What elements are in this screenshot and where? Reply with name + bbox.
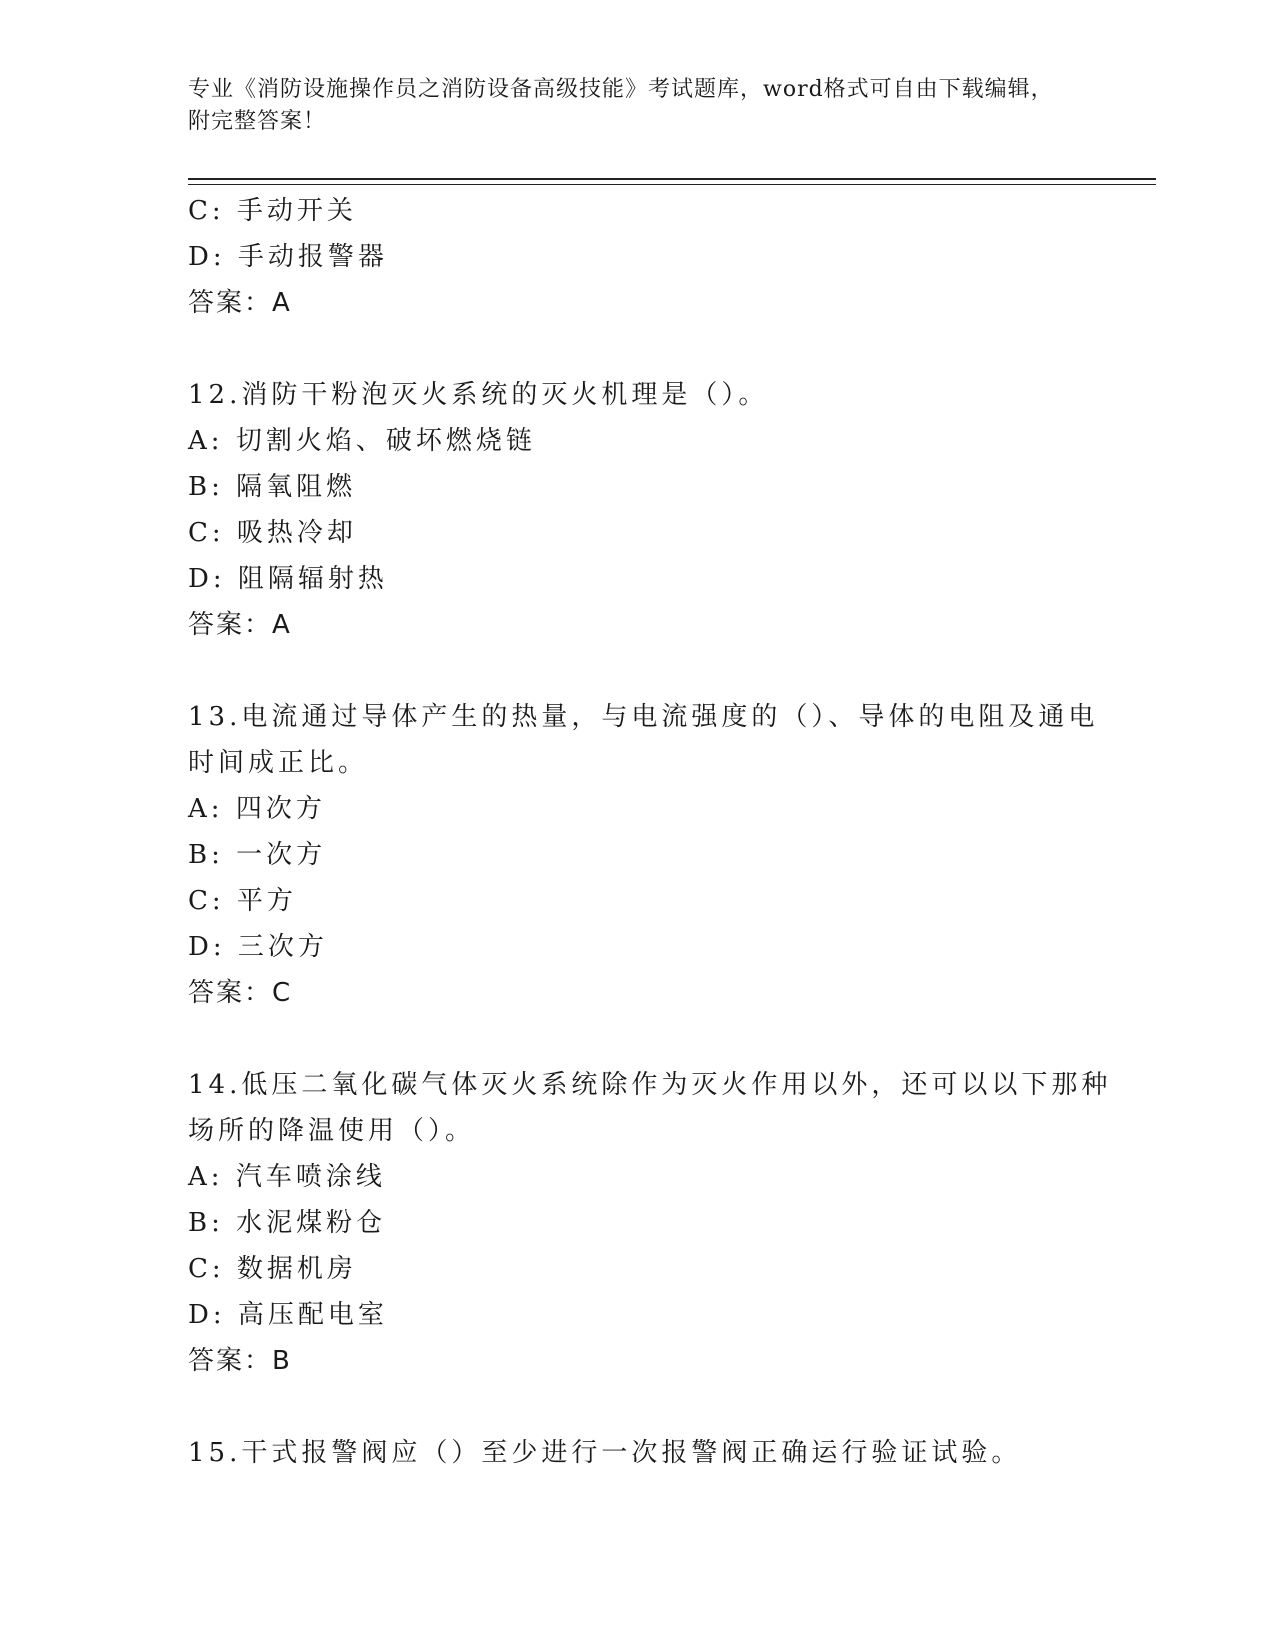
option-text: 三次方: [237, 932, 328, 962]
answer-label: 答案：: [188, 610, 273, 640]
question-stem-line-1: [188, 694, 1099, 740]
option-d: [188, 234, 1088, 280]
option-text: 手动报警器: [237, 242, 388, 272]
answer-line: [188, 1338, 1088, 1384]
option-b: [188, 464, 1088, 510]
option-a: [188, 786, 1088, 832]
question-text: 电流通过导体产生的热量，与电流强度的（）、导体的电阻及通电: [241, 702, 1099, 732]
answer-value: A: [272, 610, 292, 640]
question-stem-line-1: [188, 1062, 1112, 1108]
question-number: 14.: [188, 1070, 242, 1100]
option-text: 高压配电室: [237, 1300, 388, 1330]
answer-value: A: [272, 288, 292, 318]
option-c: [188, 510, 1088, 556]
option-text: 阻隔辐射热: [237, 564, 388, 594]
option-text: 数据机房: [236, 1254, 357, 1284]
option-c: [188, 1246, 1088, 1292]
page-header: 专业《消防设施操作员之消防设备高级技能》考试题库，word格式可自由下载编辑，附完整答案！: [188, 77, 1054, 134]
question-stem-line-2: 场所的降温使用（）。: [188, 1116, 476, 1146]
option-label: B:: [188, 1208, 224, 1238]
question-14: [188, 1062, 1112, 1384]
answer-line: [188, 280, 1088, 326]
option-a: [188, 418, 1088, 464]
option-text: 水泥煤粉仓: [236, 1208, 387, 1238]
question-text: 干式报警阀应（）至少进行一次报警阀正确运行验证试验。: [241, 1438, 1022, 1468]
option-text: 汽车喷涂线: [235, 1162, 386, 1192]
option-b: [188, 832, 1088, 878]
option-label: D:: [188, 564, 226, 594]
spacer: [188, 648, 1088, 694]
question-number: 15.: [188, 1438, 242, 1468]
option-label: B:: [188, 840, 224, 870]
option-c: [188, 188, 1088, 234]
header-rule-thick: [188, 178, 1156, 180]
option-label: A:: [188, 426, 224, 456]
question-text: 消防干粉泡灭火系统的灭火机理是（）。: [241, 380, 769, 410]
answer-line: [188, 970, 1088, 1016]
option-label: C:: [188, 196, 225, 226]
header-rule-thin: [188, 184, 1156, 185]
option-text: 隔氧阻燃: [236, 472, 357, 502]
option-label: A:: [188, 794, 224, 824]
option-label: C:: [188, 886, 225, 916]
option-label: B:: [188, 472, 224, 502]
option-d: [188, 924, 1088, 970]
option-label: C:: [188, 518, 225, 548]
question-text: 低压二氧化碳气体灭火系统除作为灭火作用以外，还可以以下那种: [241, 1070, 1112, 1100]
option-label: D:: [188, 1300, 226, 1330]
answer-value: B: [272, 1346, 292, 1376]
option-d: [188, 556, 1088, 602]
answer-value: C: [272, 978, 293, 1008]
question-stem-line-2: 时间成正比。: [188, 748, 369, 778]
option-d: [188, 1292, 1088, 1338]
option-text: 四次方: [235, 794, 326, 824]
option-label: A:: [188, 1162, 224, 1192]
option-a: [188, 1154, 1088, 1200]
option-text: 平方: [236, 886, 297, 916]
option-c: [188, 878, 1088, 924]
option-label: D:: [188, 242, 226, 272]
question-15: [188, 1430, 1088, 1476]
spacer: [188, 1016, 1088, 1062]
answer-line: [188, 602, 1088, 648]
option-b: [188, 1200, 1088, 1246]
option-text: 手动开关: [236, 196, 357, 226]
question-list: [188, 188, 1112, 1476]
question-continued: [188, 188, 1088, 326]
spacer: [188, 1384, 1088, 1430]
question-stem: [188, 372, 1088, 418]
question-stem: [188, 1430, 1088, 1476]
question-number: 12.: [188, 380, 242, 410]
answer-label: 答案：: [188, 288, 273, 318]
question-12: [188, 372, 1088, 648]
option-label: D:: [188, 932, 226, 962]
answer-label: 答案：: [188, 1346, 273, 1376]
question-number: 13.: [188, 702, 242, 732]
option-text: 切割火焰、破坏燃烧链: [235, 426, 536, 456]
option-text: 吸热冷却: [236, 518, 357, 548]
option-text: 一次方: [236, 840, 327, 870]
answer-label: 答案：: [188, 978, 273, 1008]
question-13: [188, 694, 1099, 1016]
spacer: [188, 326, 1088, 372]
option-label: C:: [188, 1254, 225, 1284]
